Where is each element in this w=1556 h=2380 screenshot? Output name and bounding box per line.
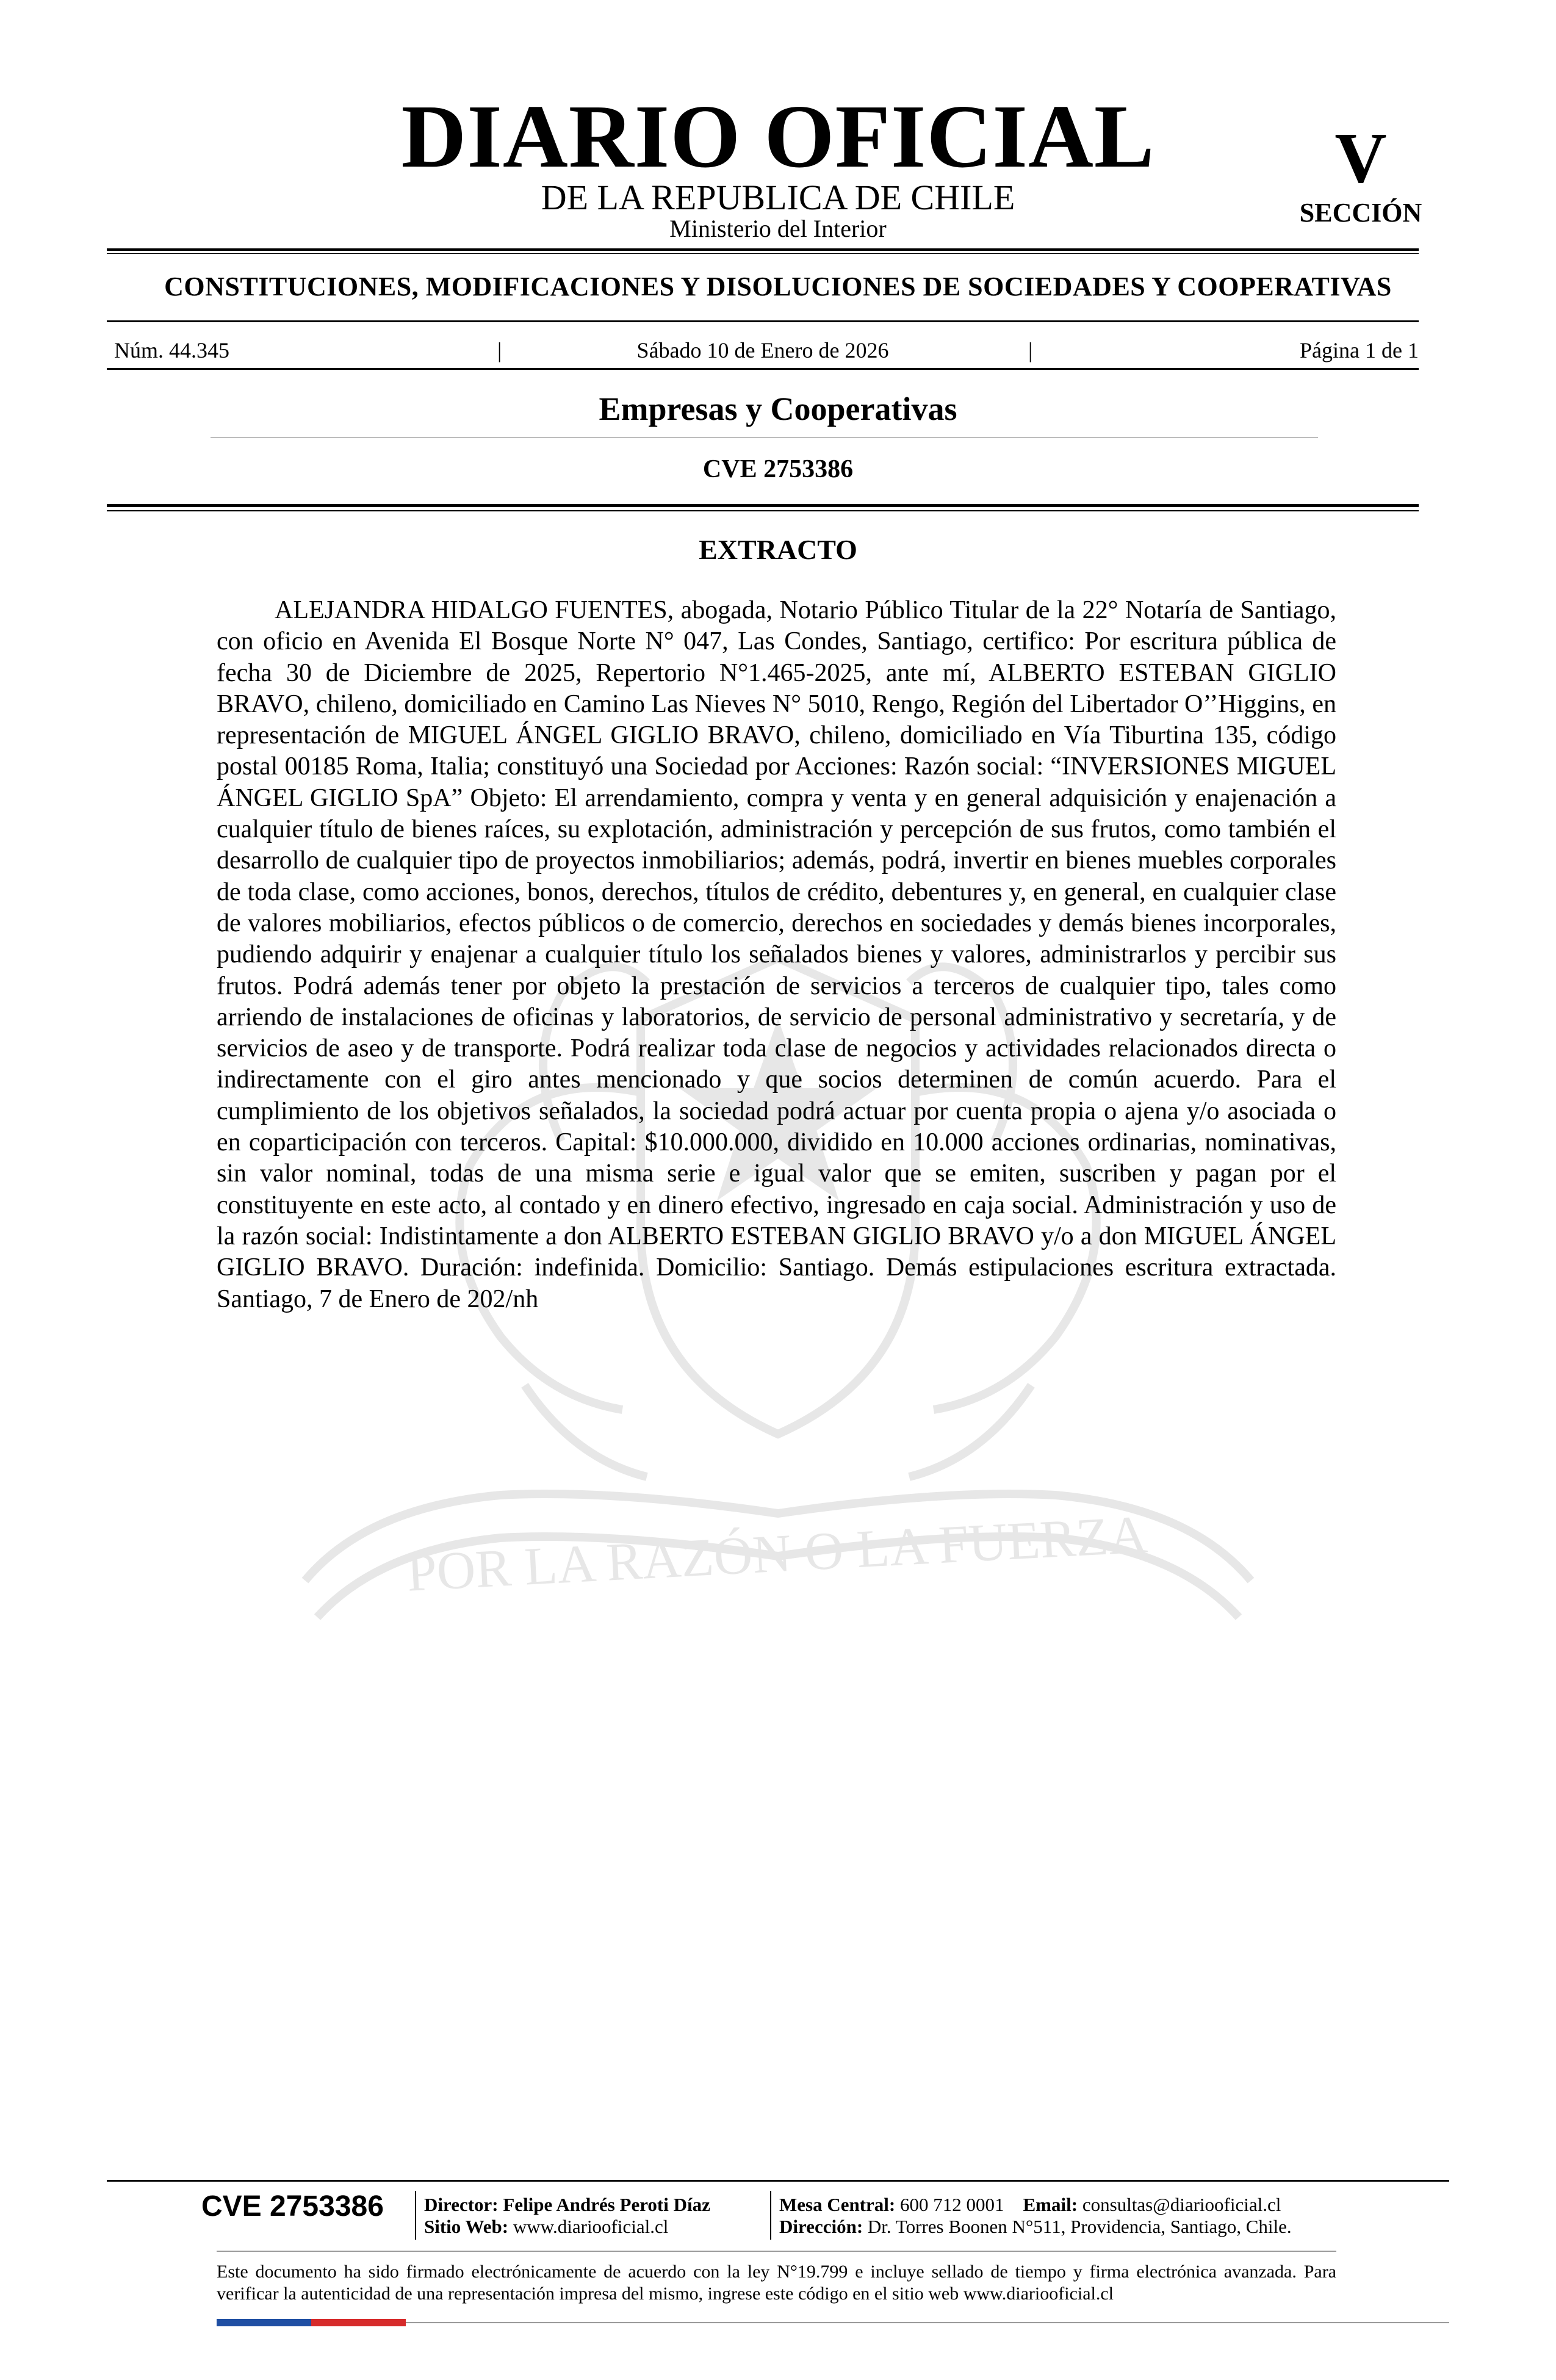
footer-address: Dirección: Dr. Torres Boonen N°511, Providencia, Santiago, Chile. [779, 2216, 1292, 2237]
footer-rule-bottom [406, 2322, 1449, 2323]
footer-divider [415, 2191, 416, 2240]
issue-number: Núm. 44.345 [114, 338, 229, 362]
issue-separator: | [1028, 338, 1033, 362]
masthead-subtitle: DE LA REPUBLICA DE CHILE [541, 178, 1015, 217]
masthead-title: DIARIO OFICIAL [401, 87, 1155, 187]
footer-legal-notice: Este documento ha sido firmado electrónicamente de acuerdo con la ley N°19.799 e incluye sellado de tiempo y firma electrónica avanzada. Para verificar la autenticidad de una representación impresa del mismo, ingrese este código en el sitio web www.diariooficial.cl [217, 2262, 1336, 2304]
section-underline [211, 437, 1318, 438]
section-name: Empresas y Cooperativas [599, 391, 957, 427]
email-link[interactable]: consultas@diariooficial.cl [1082, 2194, 1281, 2215]
issue-separator: | [497, 338, 502, 362]
footer-rule-mid [217, 2251, 1336, 2252]
header-rule-top-thin [107, 253, 1419, 254]
footer-divider [770, 2191, 771, 2240]
footer-cve-code: CVE 2753386 [201, 2190, 384, 2223]
footer-website[interactable]: Sitio Web: www.diariooficial.cl [424, 2216, 669, 2237]
watermark-motto: POR LA RAZÓN O LA FUERZA [405, 1505, 1149, 1603]
section-letter: V [1334, 118, 1387, 198]
extract-title: EXTRACTO [699, 534, 857, 565]
issue-date: Sábado 10 de Enero de 2026 [636, 338, 889, 362]
cve-code: CVE 2753386 [702, 455, 854, 483]
cve-rule-thick [107, 504, 1419, 507]
issue-info-row [107, 337, 1419, 364]
ministry-label: Ministerio del Interior [669, 215, 887, 242]
cve-rule-thin [107, 510, 1419, 511]
flag-stripe-red [311, 2319, 406, 2326]
issue-rule [107, 368, 1419, 370]
header-rule-top [107, 248, 1419, 251]
flag-stripe-blue [217, 2319, 311, 2326]
footer-director: Director: Felipe Andrés Peroti Díaz [424, 2194, 710, 2215]
footer-contact: Mesa Central: 600 712 0001 Email: consultas@diariooficial.cl [779, 2194, 1281, 2215]
page-indicator: Página 1 de 1 [1300, 338, 1419, 362]
extract-body: ALEJANDRA HIDALGO FUENTES, abogada, Notario Público Titular de la 22° Notaría de Santiago, con oficio en Avenida El Bosque Norte N° 047, Las Condes, Santiago, certifico: Por escritura pública de fecha 30 de Diciembre de 2025, Repertorio N°1.465-2025, ante mí, ALBERTO ESTEBAN GIGLIO BRAVO, chileno, domiciliado en Camino Las Nieves N° 5010, Rengo, Región del Libertador O’’Higgins, en representación de MIGUEL ÁNGEL GIGLIO BRAVO, chileno, domiciliado en Vía Tiburtina 135, código postal 00185 Roma, Italia; constituyó una Sociedad por Acciones: Razón social: “INVERSIONES MIGUEL ÁNGEL GIGLIO SpA” Objeto: El arrendamiento, compra y venta y en general adquisición y enajenación a cualquier título de bienes raíces, su explotación, administración y percepción de sus frutos, como también el desarrollo de cualquier tipo de proyectos inmobiliarios; además, podrá, invertir en bienes muebles corporales de toda clase, como acciones, bonos, derechos, títulos de crédito, debentures y, en general, en cualquier clase de valores mobiliarios, efectos públicos o de comercio, derechos en sociedades y demás bienes incorporales, pudiendo adquirir y enajenar a cualquier título los señalados bienes y valores, administrarlos y percibir sus frutos. Podrá además tener por objeto la prestación de servicios a terceros de cualquier tipo, tales como arriendo de instalaciones de oficinas y laboratorios, de servicio de personal administrativo y secretaría, y de servicios de aseo y de transporte. Podrá realizar toda clase de negocios y actividades relacionados directa o indirectamente con el giro antes mencionado y que socios determinen de común acuerdo. Para el cumplimiento de los objetivos señalados, la sociedad podrá actuar por cuenta propia o ajena y/o asociada o en coparticipación con terceros. Capital: $10.000.000, dividido en 10.000 acciones ordinarias, nominativas, sin valor nominal, todas de una misma serie e igual valor que se emiten, suscriben y pagan por el constituyente en este acto, al contado y en dinero efectivo, ingresado en caja social. Administración y uso de la razón social: Indistintamente a don ALBERTO ESTEBAN GIGLIO BRAVO y/o a don MIGUEL ÁNGEL GIGLIO BRAVO. Duración: indefinida. Domicilio: Santiago. Demás estipulaciones escritura extractada. Santiago, 7 de Enero de 202/nh [217, 596, 1336, 1313]
category-title: CONSTITUCIONES, MODIFICACIONES Y DISOLUCIONES DE SOCIEDADES Y COOPERATIVAS [164, 272, 1392, 301]
website-link[interactable]: www.diariooficial.cl [513, 2216, 669, 2237]
section-label: SECCIÓN [1299, 198, 1422, 228]
footer-rule-top [107, 2180, 1449, 2182]
category-rule [107, 320, 1419, 322]
